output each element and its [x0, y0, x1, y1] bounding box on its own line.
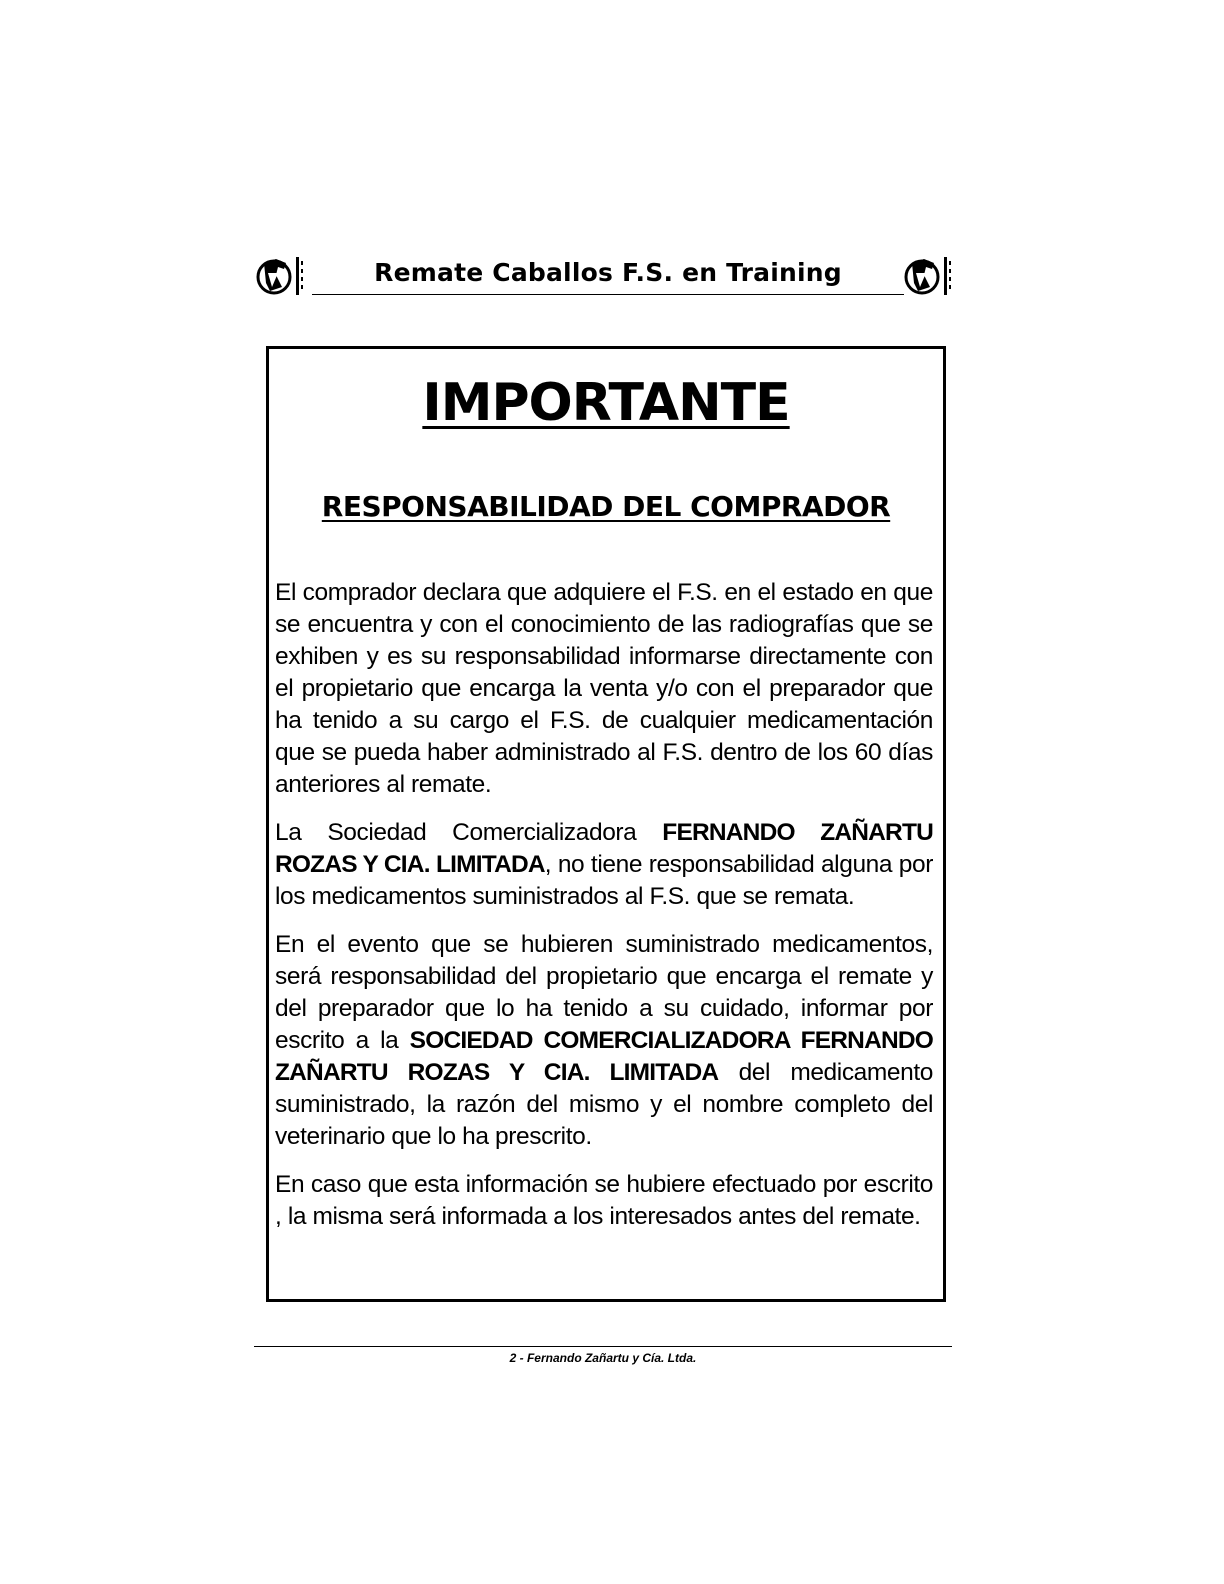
notice-box — [266, 346, 946, 1302]
paragraph-3 — [275, 929, 933, 1153]
horse-head-logo-icon — [256, 253, 306, 299]
paragraph-2 — [275, 817, 933, 913]
paragraph-3-text-b: del medicamento suministrado, la razón del mismo y el nombre completo del veterinario que lo ha prescrito. — [275, 1059, 933, 1150]
paragraph-4: En caso que esta información se hubiere efectuado por escrito , la misma será informada a los interesados antes del remate. — [275, 1171, 933, 1230]
paragraph-1: El comprador declara que adquiere el F.S. en el estado en que se encuentra y con el conocimiento de las radiografías que se exhiben y es su responsabilidad informarse directamente con el propietario que encarga la venta y/o con el preparador que ha tenido a su cargo el F.S. de cualquier medicamentación que se pueda haber administrado al F.S. dentro de los 60 días anteriores al remate. — [275, 579, 933, 798]
paragraph-2-text-b: , no tiene responsabilidad alguna por los medicamentos suministrados al F.S. que se remata. — [275, 851, 933, 910]
notice-body — [275, 577, 933, 1249]
paragraph-3-text-a: En el evento que se hubieren suministrado medicamentos, será responsabilidad del propietario que encarga el remate y del preparador que lo ha tenido a su cuidado, informar por escrito a la — [275, 931, 933, 1054]
notice-subtitle: RESPONSABILIDAD DEL COMPRADOR — [321, 490, 891, 523]
horse-head-logo-icon — [904, 253, 954, 299]
notice-title: IMPORTANTE — [422, 373, 790, 433]
company-name: SOCIEDAD COMERCIALIZADORA FERNANDO ZAÑARTU ROZAS Y CIA. LIMITADA — [275, 1027, 934, 1086]
paragraph-2-text-a: La Sociedad Comercializadora — [275, 819, 663, 846]
header-divider — [312, 294, 904, 295]
footer-divider — [254, 1346, 952, 1347]
page-footer: 2 - Fernando Zañartu y Cía. Ltda. — [509, 1351, 697, 1365]
page-header-title: Remate Caballos F.S. en Training — [374, 258, 842, 287]
company-name: FERNANDO ZAÑARTU ROZAS Y CIA. LIMITADA — [275, 819, 934, 878]
